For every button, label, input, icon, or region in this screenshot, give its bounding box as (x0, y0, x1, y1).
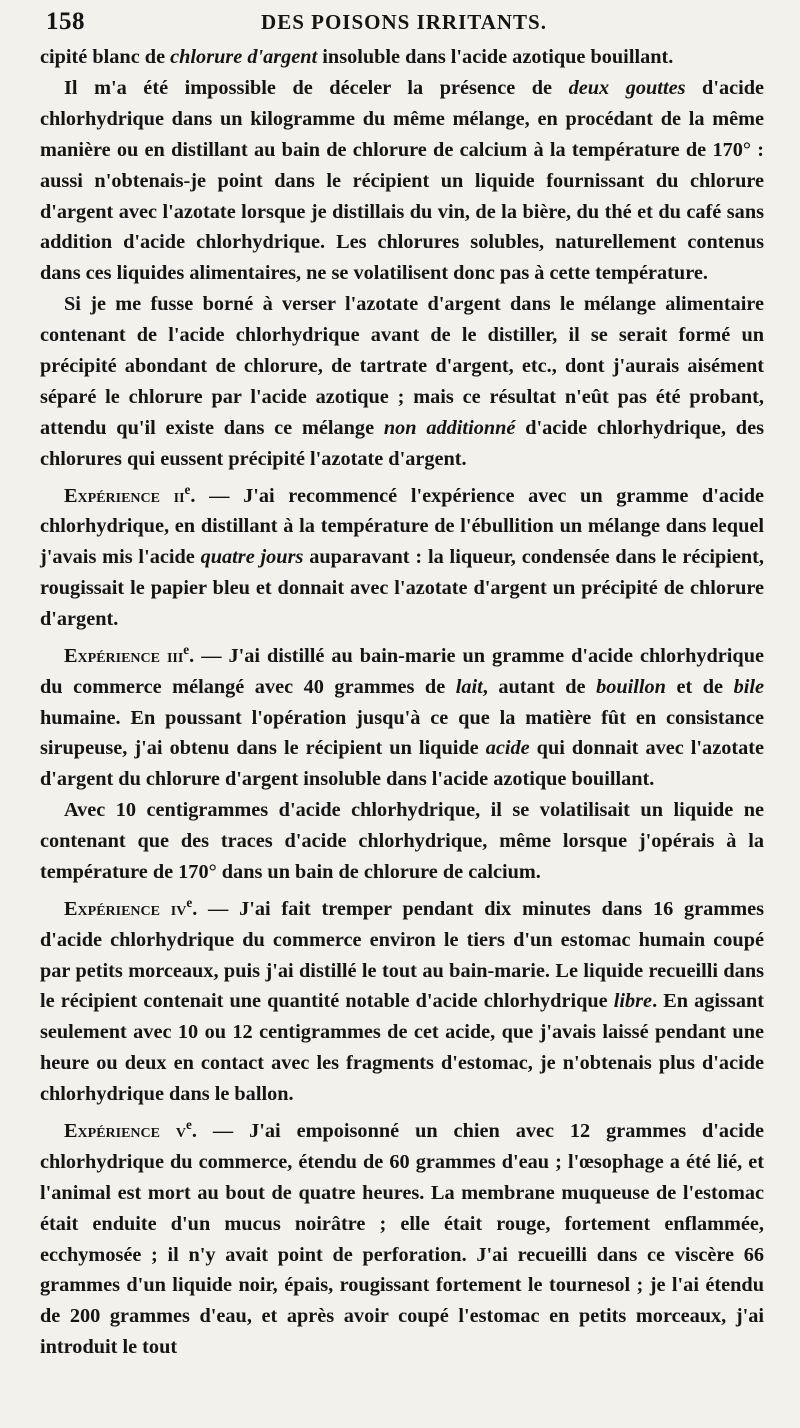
page-number: 158 (46, 8, 85, 35)
experiment-label: Expérience iv (64, 897, 187, 920)
running-title: DES POISONS IRRITANTS. (261, 10, 547, 34)
text-run: cipité blanc de (40, 46, 171, 68)
text-run: Il m'a été impossible de déceler la présence de (64, 76, 569, 99)
text-run: , autant de (482, 675, 597, 698)
italic-text: acide (485, 737, 530, 760)
superscript: e (184, 481, 191, 497)
experiment-label: Expérience ii (64, 484, 185, 507)
paragraph (40, 289, 764, 474)
body-text (40, 42, 764, 1363)
text-run: . — J'ai empoisonné un chien avec 12 grammes d'acide chlorhydrique du commerce, étendu de 60 grammes d'eau ; l'œsophage a été lié, et l'animal est mort au bout de quatre heures. La membrane muqueuse de l'estomac était enduite d'un mucus noirâtre ; elle était rouge, fortement enflammée, ecchymosée ; il n'y avait point de perforation. J'ai recueilli dans ce viscère 66 grammes d'un liquide noir, épais, rougissant fortement le tournesol ; je l'ai étendu de 200 grammes d'eau, et après avoir coupé l'estomac en petits morceaux, j'ai introduit le tout (40, 1119, 764, 1359)
text-run: et de (665, 675, 734, 698)
italic-text: lait (455, 675, 483, 698)
text-run: Avec 10 centigrammes d'acide chlorhydrique, il se volatilisait un liquide ne contenant que des traces d'acide chlorhydrique, même lorsque j'opérais à la température de 170° dans un bain de chlorure de calcium. (40, 799, 764, 884)
superscript: e (186, 1117, 192, 1133)
italic-text: bouillon (596, 675, 666, 698)
italic-text: chlorure d'argent (170, 46, 318, 68)
paragraph (40, 475, 764, 635)
text-run: humaine. En poussant l'opération jusqu'à ce que la matière fût en consistance sirupeuse, j'ai obtenu dans le récipient un liquide (40, 706, 764, 760)
text-run: insoluble dans l'acide azotique bouillant. (317, 46, 674, 68)
italic-text: bile (733, 675, 764, 698)
paragraph (40, 73, 764, 289)
superscript: e (183, 641, 190, 657)
paragraph (40, 795, 764, 888)
paragraph (40, 635, 764, 795)
text-run: . — J'ai distillé au bain-marie un gramme d'acide chlorhydrique du commerce mélangé avec 40 grammes de (40, 644, 764, 698)
experiment-label: Expérience iii (64, 644, 184, 667)
superscript: e (186, 895, 193, 910)
text-run: auparavant : la liqueur, condensée dans le récipient, rougissait le papier bleu et donnait avec l'azotate d'argent un précipité de chlorure d'argent. (40, 546, 764, 631)
italic-text: non additionné (383, 416, 516, 439)
italic-text: libre (613, 990, 653, 1013)
text-run: Si je me fusse borné à verser l'azotate d'argent dans le mélange alimentaire contenant de l'acide chlorhydrique avant de le distiller, il se serait formé un précipité abondant de chlorure, de tartrate d'argent, etc., dont j'aurais aisément séparé le chlorure par l'acide azotique ; mais ce résultat n'eût pas été probant, attendu qu'il existe dans ce mélange (40, 293, 764, 439)
text-run: qui donnait avec l'azotate d'argent du chlorure d'argent insoluble dans l'acide azotique bouillant. (40, 737, 764, 791)
paragraph (40, 1110, 764, 1363)
italic-text: quatre jours (200, 546, 304, 569)
text-run: d'acide chlorhydrique, des chlorures qui eussent précipité l'azotate d'argent. (40, 416, 764, 470)
paragraph (40, 42, 764, 73)
text-run: . — J'ai recommencé l'expérience avec un gramme d'acide chlorhydrique, en distillant à la température de l'ébullition un mélange dans lequel j'avais mis l'acide (40, 484, 764, 569)
paragraph (40, 888, 764, 1110)
page-header (46, 4, 762, 40)
text-run: . En agissant seulement avec 10 ou 12 centigrammes de cet acide, que j'avais laissé pendant une heure ou deux en contact avec les fragments d'estomac, je n'obtenais plus d'acide chlorhydrique dans le ballon. (40, 990, 764, 1106)
experiment-label: Expérience v (64, 1119, 187, 1142)
italic-text: deux gouttes (568, 76, 686, 99)
text-run: d'acide chlorhydrique dans un kilogramme du même mélange, en procédant de la même manière ou en distillant au bain de chlorure de calcium à la température de 170° : aussi n'obtenais-je point dans le récipient un liquide fournissant du chlorure d'argent avec l'azotate lorsque je distillais du vin, de la bière, du thé et du café sans addition d'acide chlorhydrique. Les chlorures solubles, naturellement contenus dans ces liquides alimentaires, ne se volatilisent donc pas à cette température. (40, 76, 765, 285)
text-run: . — J'ai fait tremper pendant dix minutes dans 16 grammes d'acide chlorhydrique du commerce environ le tiers d'un estomac humain coupé par petits morceaux, puis j'ai distillé le tout au bain-marie. Le liquide recueilli dans le récipient contenait une quantité notable d'acide chlorhydrique (40, 897, 764, 1013)
